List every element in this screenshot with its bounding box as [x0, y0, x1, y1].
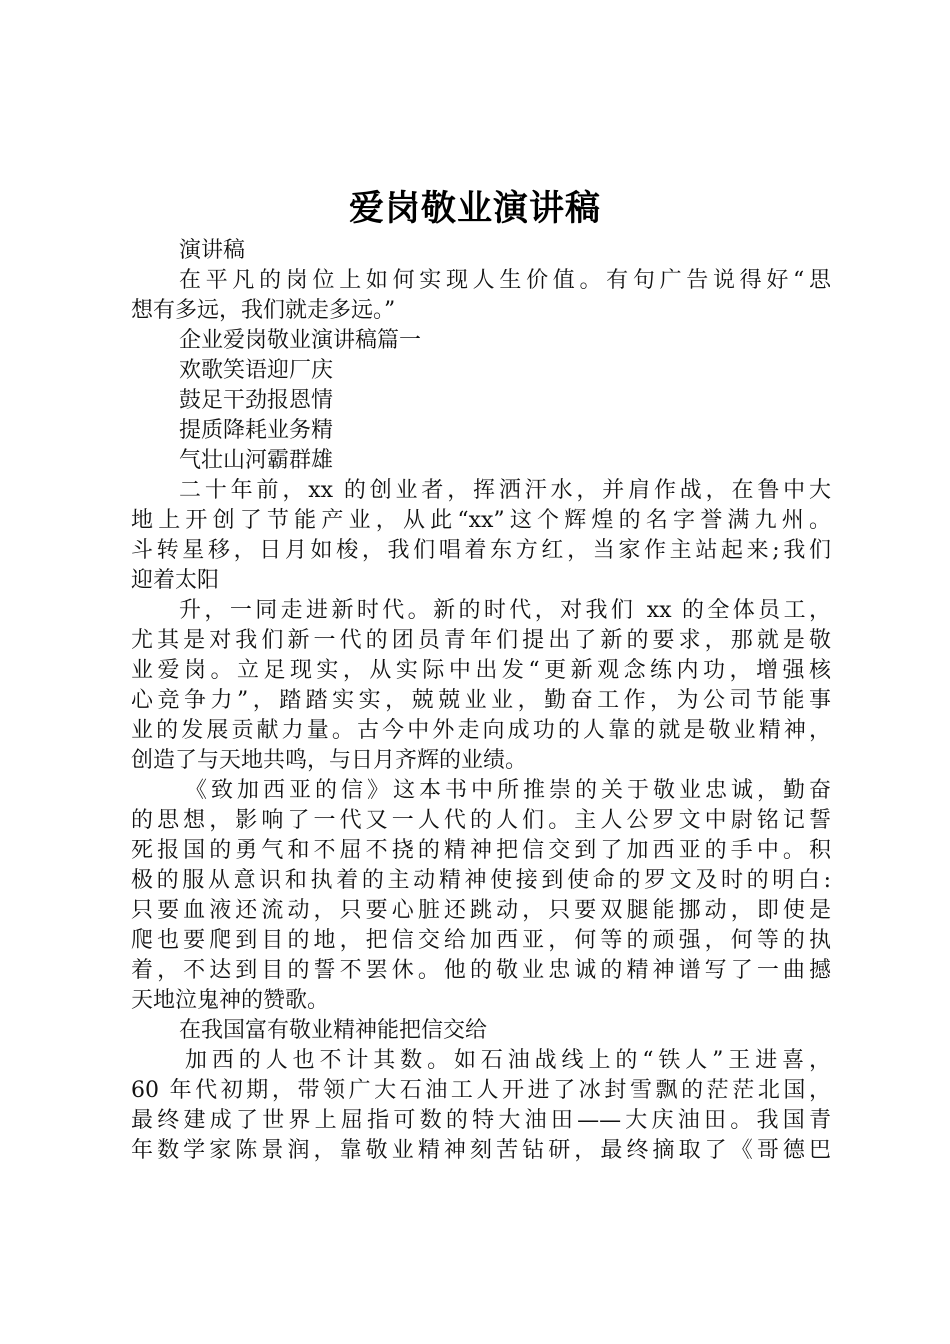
text-line: 在我国富有敬业精神能把信交给 — [179, 1018, 488, 1043]
text-line: 60 年代初期，带领广大石油工人开进了冰封雪飘的茫茫北国， — [131, 1078, 831, 1103]
text-line: 迎着太阳 — [131, 568, 220, 593]
text-line: 极的服从意识和执着的主动精神使接到使命的罗文及时的明白: — [131, 868, 831, 893]
text-line: 升，一同走进新时代。新的时代，对我们 xx 的全体员工， — [179, 598, 831, 623]
text-line: 天地泣鬼神的赞歌。 — [131, 988, 330, 1013]
text-line: 气壮山河霸群雄 — [179, 448, 334, 473]
text-line: 企业爱岗敬业演讲稿篇一 — [179, 328, 422, 353]
document-body — [131, 236, 831, 1166]
text-line: 着，不达到目的誓不罢休。他的敬业忠诚的精神谱写了一曲撼 — [131, 958, 831, 983]
text-line: 想有多远，我们就走多远。” — [131, 298, 396, 323]
text-line: 业的发展贡献力量。古今中外走向成功的人靠的就是敬业精神， — [131, 718, 831, 743]
text-line: 欢歌笑语迎厂庆 — [179, 358, 334, 383]
text-line: 爬也要爬到目的地，把信交给加西亚，何等的顽强，何等的执 — [131, 928, 831, 953]
document-title: 爱岗敬业演讲稿 — [348, 189, 601, 229]
text-line: 创造了与天地共鸣，与日月齐辉的业绩。 — [131, 748, 528, 773]
text-line: 业爱岗。立足现实，从实际中出发“更新观念练内功，增强核 — [131, 658, 831, 683]
text-line: 斗转星移，日月如梭，我们唱着东方红，当家作主站起来;我们 — [131, 538, 831, 563]
text-line: 的思想，影响了一代又一人代的人们。主人公罗文中尉铭记誓 — [131, 808, 831, 833]
text-line: 演讲稿 — [179, 238, 246, 263]
text-line: 提质降耗业务精 — [179, 418, 334, 443]
text-line: 只要血液还流动，只要心脏还跳动，只要双腿能挪动，即使是 — [131, 898, 831, 923]
text-line: 加西的人也不计其数。如石油战线上的“铁人”王进喜， — [185, 1048, 831, 1073]
text-line: 《致加西亚的信》这本书中所推崇的关于敬业忠诚，勤奋 — [185, 778, 831, 803]
text-line: 地上开创了节能产业，从此“xx”这个辉煌的名字誉满九州。 — [131, 508, 831, 533]
text-line: 心竞争力”，踏踏实实，兢兢业业，勤奋工作，为公司节能事 — [131, 688, 831, 713]
text-line: 死报国的勇气和不屈不挠的精神把信交到了加西亚的手中。积 — [131, 838, 831, 863]
text-line: 最终建成了世界上屈指可数的特大油田——大庆油田。我国青 — [131, 1108, 831, 1133]
text-line: 二十年前，xx 的创业者，挥洒汗水，并肩作战，在鲁中大 — [179, 478, 831, 503]
text-line: 在平凡的岗位上如何实现人生价值。有句广告说得好“思 — [179, 268, 831, 293]
text-line: 尤其是对我们新一代的团员青年们提出了新的要求，那就是敬 — [131, 628, 831, 653]
text-line: 年数学家陈景润，靠敬业精神刻苦钻研，最终摘取了《哥德巴 — [131, 1138, 831, 1163]
text-line: 鼓足干劲报恩情 — [179, 388, 334, 413]
